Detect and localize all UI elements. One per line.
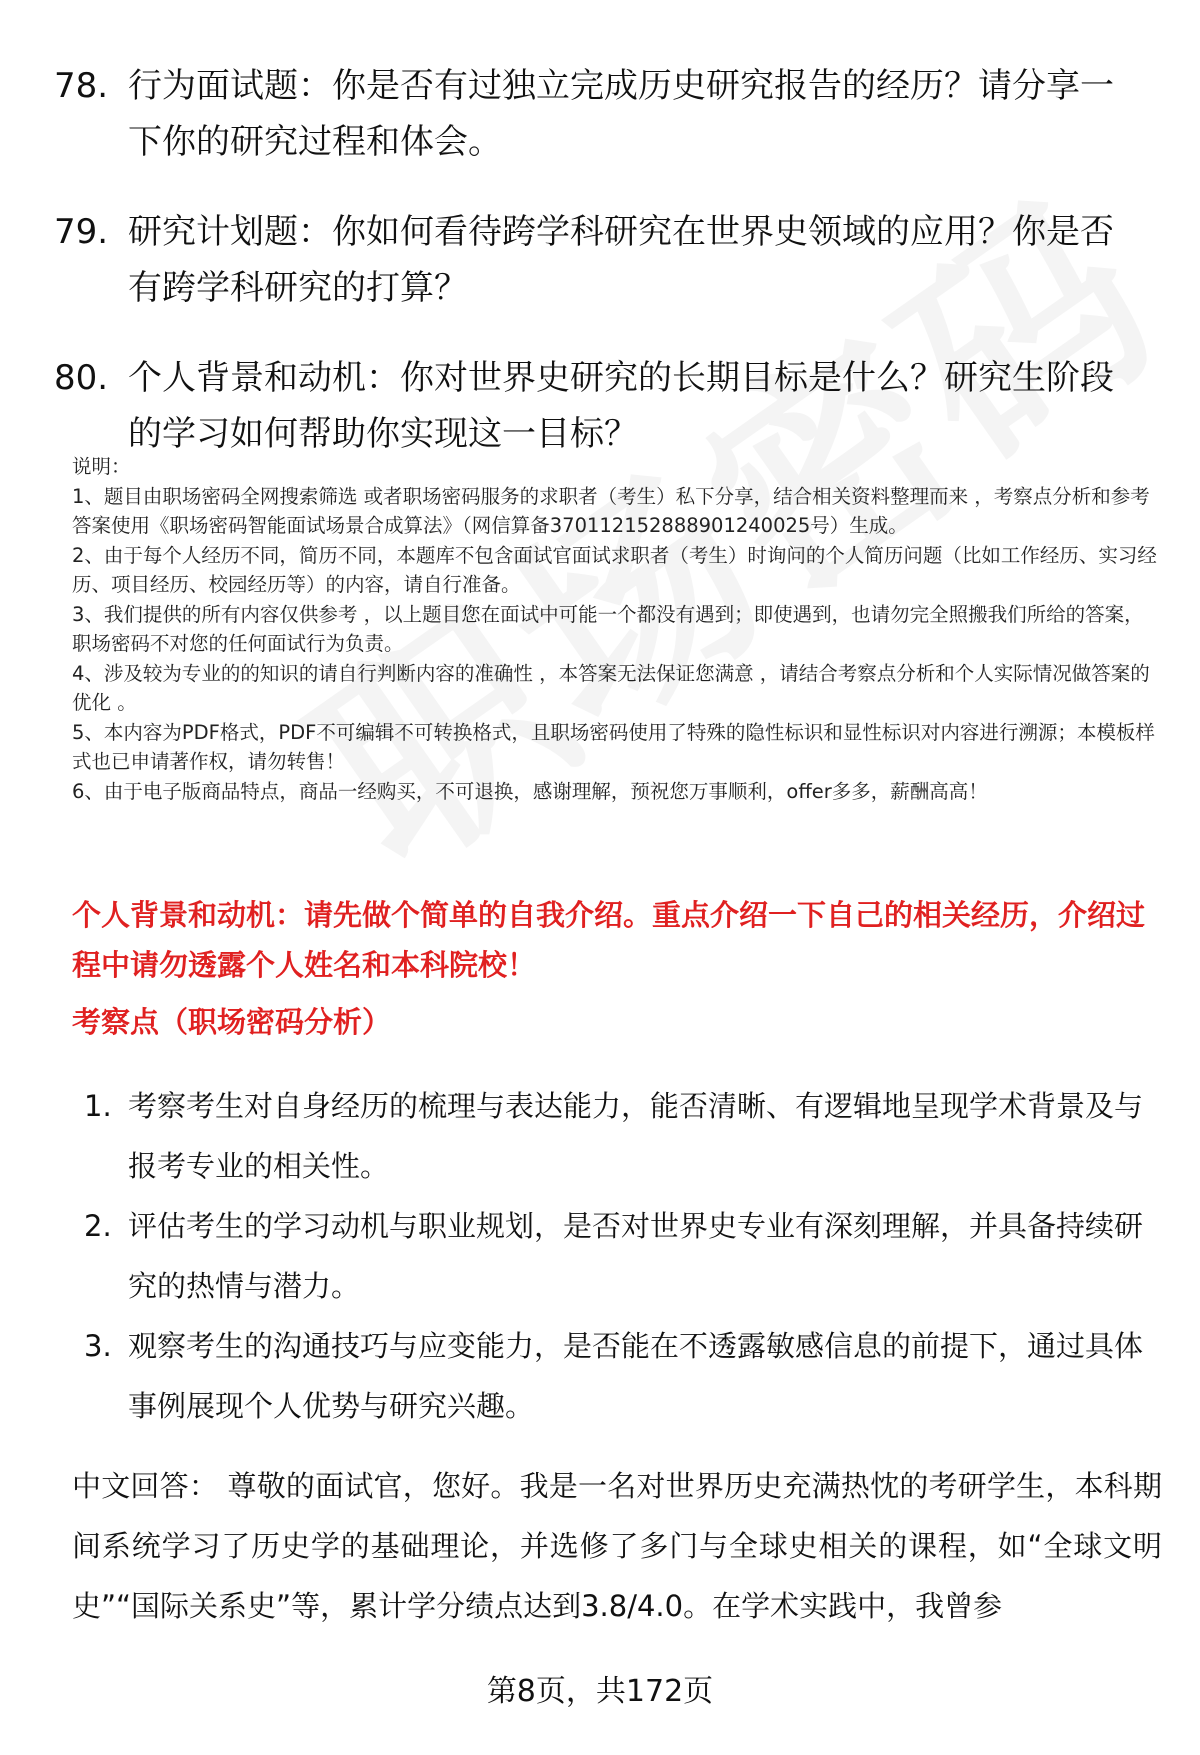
answer-label: 中文回答： [72,1469,219,1503]
question-text: 个人背景和动机：你对世界史研究的长期目标是什么？研究生阶段的学习如何帮助你实现这一目标？ [128,358,1114,454]
notes-item: 3、我们提供的所有内容仅供参考 ，以上题目您在面试中可能一个都没有遇到；即使遇到，也请勿完全照搬我们所给的答案，职场密码不对您的任何面试行为负责。 [72,602,1144,655]
question-number: 80. [54,358,109,398]
analysis-point-number: 2. [84,1209,112,1243]
notes-item: 4、涉及较为专业的的知识的请自行判断内容的准确性 ，本答案无法保证您满意 ，请结合考察点分析和个人实际情况做答案的优化 。 [72,661,1150,714]
question-number: 79. [54,212,109,252]
analysis-point-text: 评估考生的学习动机与职业规划，是否对世界史专业有深刻理解，并具备持续研究的热情与潜力。 [128,1209,1144,1303]
answer-text: 尊敬的面试官，您好。我是一名对世界历史充满热忱的考研学生，本科期间系统学习了历史学的基础理论，并选修了多门与全球史相关的课程，如“全球文明史”“国际关系史”等，累计学分绩点达到3.8/4.0。在学术实践中，我曾参 [72,1469,1162,1623]
page-number-footer: 第8页，共172页 [486,1674,714,1709]
analysis-point-text: 观察考生的沟通技巧与应变能力，是否能在不透露敏感信息的前提下，通过具体事例展现个人优势与研究兴趣。 [128,1329,1144,1423]
analysis-point [84,1316,1164,1436]
notes-item: 2、由于每个人经历不同，简历不同，本题库不包含面试官面试求职者（考生）时询问的个人简历问题（比如工作经历、实习经历、项目经历、校园经历等）的内容，请自行准备。 [72,543,1157,596]
question-item [54,350,1164,462]
notes-title: 说明： [72,455,131,478]
analysis-point [84,1076,1164,1196]
question-list [54,58,1164,496]
analysis-point [84,1196,1164,1316]
answer-paragraph [72,1456,1162,1636]
notes-item: 5、本内容为PDF格式，PDF不可编辑不可转换格式，且职场密码使用了特殊的隐性标识和显性标识对内容进行溯源；本模板样式也已申请著作权，请勿转售！ [72,720,1155,773]
disclaimer-notes [72,452,1162,806]
question-text: 研究计划题：你如何看待跨学科研究在世界史领域的应用？你是否有跨学科研究的打算？ [128,212,1114,308]
current-question-heading: 个人背景和动机：请先做个简单的自我介绍。重点介绍一下自己的相关经历，介绍过程中请勿透露个人姓名和本科院校！ [72,898,1146,982]
question-item [54,58,1164,170]
question-text: 行为面试题：你是否有过独立完成历史研究报告的经历？请分享一下你的研究过程和体会。 [128,66,1114,162]
analysis-point-text: 考察考生对自身经历的梳理与表达能力，能否清晰、有逻辑地呈现学术背景及与报考专业的相关性。 [128,1089,1144,1183]
question-item [54,204,1164,316]
analysis-points [84,1076,1164,1436]
notes-item: 6、由于电子版商品特点，商品一经购买，不可退换，感谢理解，预祝您万事顺利，offer多多，薪酬高高！ [72,779,988,803]
question-number: 78. [54,66,109,106]
analysis-point-number: 1. [84,1089,112,1123]
analysis-heading: 考察点（职场密码分析） [72,1005,392,1039]
notes-item: 1、题目由职场密码全网搜索筛选 或者职场密码服务的求职者（考生）私下分享，结合相关资料整理而来 ，考察点分析和参考答案使用《职场密码智能面试场景合成算法》（网信算备370112152888901240025号）生成。 [72,484,1150,537]
analysis-point-number: 3. [84,1329,112,1363]
